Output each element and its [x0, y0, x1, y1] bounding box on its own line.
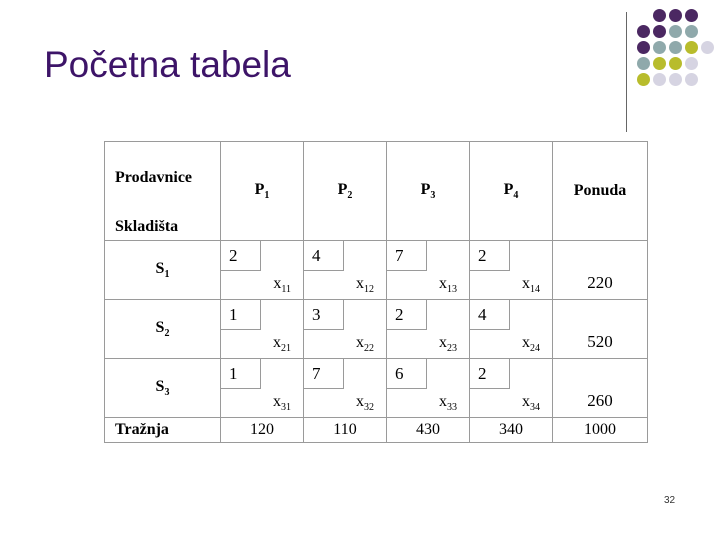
decoration-dot	[637, 41, 650, 54]
cost-cell	[221, 241, 304, 300]
supply-cell	[553, 300, 648, 359]
variable-label: $x_{21}$	[273, 333, 291, 354]
cost-cell	[304, 300, 387, 359]
cost-value: 6	[387, 359, 427, 389]
decoration-dot	[669, 57, 682, 70]
demand-label: Tražnja	[105, 418, 221, 443]
cost-cell	[304, 359, 387, 418]
supply-value: 260	[587, 391, 613, 410]
variable-label: $x_{34}$	[522, 392, 540, 413]
variable-label: $x_{24}$	[522, 333, 540, 354]
decoration-dot	[669, 25, 682, 38]
transport-table	[104, 141, 648, 443]
dot-grid-decoration	[640, 9, 720, 119]
total-value: 1000	[553, 418, 648, 443]
store-header-p1: $P_1$	[221, 142, 304, 241]
variable-label: $x_{11}$	[273, 274, 291, 295]
decoration-dot	[637, 57, 650, 70]
supply-value: 220	[587, 273, 613, 292]
variable-label: $x_{12}$	[356, 274, 374, 295]
store-header-p2: $P_2$	[304, 142, 387, 241]
cost-cell	[470, 300, 553, 359]
decoration-dot	[669, 9, 682, 22]
cost-value: 3	[304, 300, 344, 330]
cost-value: 2	[470, 241, 510, 271]
demand-value: 120	[221, 418, 304, 443]
cost-cell	[470, 359, 553, 418]
variable-label: $x_{23}$	[439, 333, 457, 354]
cost-value: 2	[221, 241, 261, 271]
table-row	[105, 241, 648, 300]
cost-cell	[387, 241, 470, 300]
decoration-dot	[653, 9, 666, 22]
decoration-dot	[669, 73, 682, 86]
store-header-p4: $P_4$	[470, 142, 553, 241]
variable-label: $x_{22}$	[356, 333, 374, 354]
cost-cell	[387, 300, 470, 359]
demand-value: 110	[304, 418, 387, 443]
store-header-p3: $P_3$	[387, 142, 470, 241]
decoration-dot	[685, 73, 698, 86]
cost-value: 7	[387, 241, 427, 271]
decoration-dot	[685, 25, 698, 38]
supply-cell	[553, 359, 648, 418]
corner-header-cell	[105, 142, 221, 241]
cost-value: 2	[387, 300, 427, 330]
variable-label: $x_{33}$	[439, 392, 457, 413]
decoration-dot	[685, 41, 698, 54]
supply-header: Ponuda	[553, 142, 648, 241]
page-number: 32	[664, 495, 676, 506]
demand-row	[105, 418, 648, 443]
cost-value: 1	[221, 359, 261, 389]
variable-label: $x_{13}$	[439, 274, 457, 295]
warehouse-label-s3: $S_3$	[105, 359, 221, 418]
cost-value: 7	[304, 359, 344, 389]
decoration-dot	[701, 41, 714, 54]
decoration-dot	[653, 41, 666, 54]
decoration-dot	[685, 9, 698, 22]
variable-label: $x_{14}$	[522, 274, 540, 295]
decoration-dot	[637, 73, 650, 86]
decoration-dot	[653, 73, 666, 86]
demand-value: 340	[470, 418, 553, 443]
stores-label: Prodavnice	[115, 169, 193, 186]
supply-cell	[553, 241, 648, 300]
variable-label: $x_{32}$	[356, 392, 374, 413]
cost-value: 4	[304, 241, 344, 271]
table-row	[105, 300, 648, 359]
cost-value: 1	[221, 300, 261, 330]
warehouses-label: Skladišta	[115, 218, 179, 235]
decoration-dot	[653, 57, 666, 70]
cost-cell	[221, 359, 304, 418]
cost-value: 4	[470, 300, 510, 330]
divider-line	[626, 12, 627, 132]
cost-value: 2	[470, 359, 510, 389]
warehouse-label-s2: $S_2$	[105, 300, 221, 359]
decoration-dot	[653, 25, 666, 38]
slide-title: Početna tabela	[44, 44, 291, 85]
cost-cell	[304, 241, 387, 300]
table-row	[105, 359, 648, 418]
table-header-row	[105, 142, 648, 241]
decoration-dot	[685, 57, 698, 70]
supply-value: 520	[587, 332, 613, 351]
warehouse-label-s1: $S_1$	[105, 241, 221, 300]
demand-value: 430	[387, 418, 470, 443]
cost-cell	[387, 359, 470, 418]
decoration-dot	[669, 41, 682, 54]
cost-cell	[470, 241, 553, 300]
decoration-dot	[637, 25, 650, 38]
variable-label: $x_{31}$	[273, 392, 291, 413]
cost-cell	[221, 300, 304, 359]
